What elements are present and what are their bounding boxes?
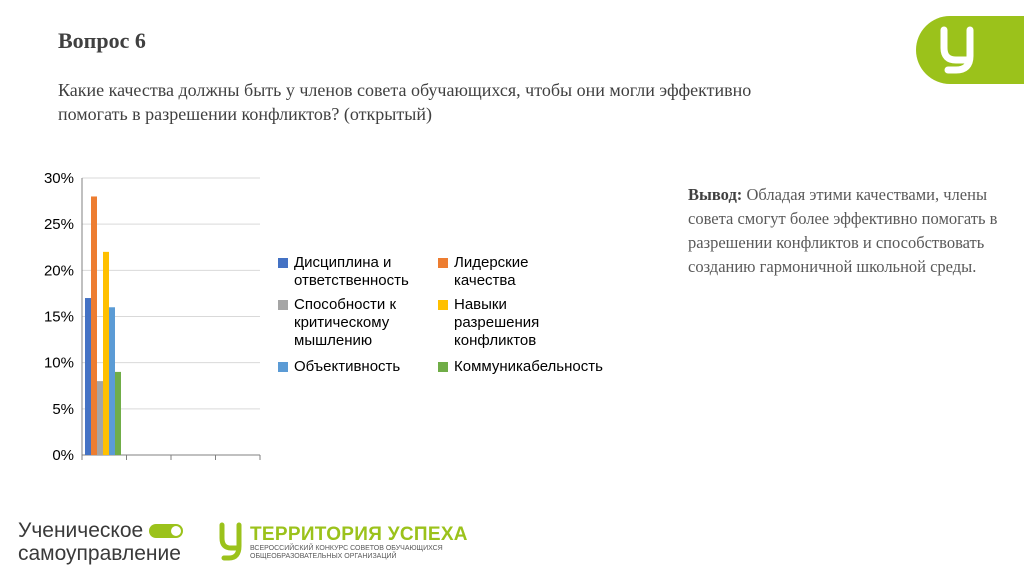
footer-right-sub2: ОБЩЕОБРАЗОВАТЕЛЬНЫХ ОРГАНИЗАЦИЙ <box>250 553 397 560</box>
bar-1-cat-1 <box>85 298 91 455</box>
footer-right-subtitle <box>250 545 443 561</box>
legend-item <box>278 254 434 290</box>
footer-right-title: ТЕРРИТОРИЯ УСПЕХА <box>250 524 468 545</box>
bar-6-cat-1 <box>115 372 121 455</box>
bar-5-cat-1 <box>109 307 115 455</box>
u-letter-logo-icon <box>938 26 988 74</box>
y-tick-label: 20% <box>43 262 74 280</box>
y-tick-label: 15% <box>43 308 74 326</box>
question-text: Какие качества должны быть у членов совета обучающихся, чтобы они могли эффективно помогать в разрешении конфликтов? (открытый) <box>58 80 752 124</box>
conclusion-block <box>688 183 998 279</box>
conclusion-label: Вывод: <box>688 185 743 204</box>
legend-item <box>438 296 594 350</box>
legend-item <box>278 296 434 350</box>
legend-swatch <box>438 258 448 268</box>
y-tick-label: 25% <box>43 216 74 234</box>
legend-swatch <box>278 258 288 268</box>
bar-4-cat-1 <box>103 252 109 455</box>
legend-label: Лидерские качества <box>454 254 529 289</box>
y-tick-label: 30% <box>43 170 74 187</box>
conclusion-text: Обладая этими качествами, члены совета смогут более эффективно помогать в разрешении конфликтов и способствовать созданию гармоничной школьной среды. <box>688 185 998 276</box>
bar-2-cat-1 <box>91 196 97 455</box>
footer-left-line2: самоуправление <box>18 542 181 565</box>
legend-label: Навыки разрешения конфликтов <box>454 296 540 349</box>
y-tick-label: 10% <box>43 354 74 372</box>
legend-swatch <box>438 300 448 310</box>
u-letter-small-icon <box>218 522 246 562</box>
footer-left-line1: Ученическое <box>18 519 144 542</box>
legend-swatch <box>278 300 288 310</box>
legend-label: Дисциплина и ответственность <box>294 254 409 289</box>
toggle-icon <box>149 524 183 538</box>
legend-item <box>438 358 603 376</box>
y-tick-label: 0% <box>52 447 74 464</box>
legend-swatch <box>438 362 448 372</box>
legend-label: Коммуникабельность <box>454 358 603 375</box>
legend-item <box>278 358 434 376</box>
legend-item <box>438 254 594 290</box>
y-tick-label: 5% <box>52 400 74 418</box>
bar-3-cat-1 <box>97 381 103 455</box>
legend-label: Объективность <box>294 358 401 375</box>
page-title: Вопрос 6 <box>58 28 146 53</box>
footer-logo-self-government <box>18 520 183 566</box>
legend-label: Способности к критическому мышлению <box>294 296 397 349</box>
legend-swatch <box>278 362 288 372</box>
logo-badge <box>916 16 1024 84</box>
footer-right-sub1: ВСЕРОССИЙСКИЙ КОНКУРС СОВЕТОВ ОБУЧАЮЩИХСЯ <box>250 545 443 552</box>
